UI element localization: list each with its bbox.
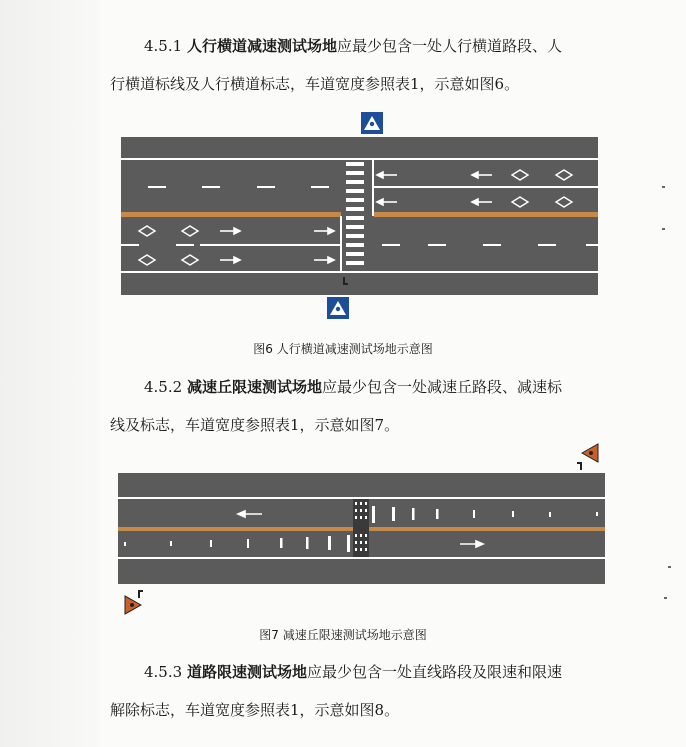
lane-line — [200, 244, 341, 246]
scan-speck — [662, 186, 665, 188]
road-surface — [118, 473, 605, 584]
section-title: 人行横道减速测试场地 — [186, 37, 337, 55]
stop-line — [340, 216, 342, 271]
paragraph-text: 线及标志，车道宽度参照表1，示意如图7。 — [110, 416, 400, 434]
scan-speck — [668, 566, 671, 568]
section-title: 道路限速测试场地 — [186, 663, 307, 681]
figure-7-caption: 图7 减速丘限速测试场地示意图 — [259, 628, 427, 642]
dashed-lane-line — [121, 244, 598, 246]
deceleration-marking — [372, 506, 598, 523]
figure-6-caption: 图6 人行横道减速测试场地示意图 — [253, 342, 433, 356]
dashed-lane-line — [148, 186, 329, 188]
arrow-left-icon — [377, 172, 492, 205]
section-number: 4.5.3 — [144, 663, 183, 681]
section-number: 4.5.1 — [144, 37, 183, 55]
section-title: 减速丘限速测试场地 — [186, 378, 322, 396]
center-line — [118, 527, 605, 531]
scan-speck — [662, 228, 665, 230]
deceleration-marking — [124, 535, 350, 552]
paragraph-4-5-3 — [110, 653, 610, 729]
paragraph-4-5-1 — [110, 27, 610, 103]
speed-bump-warning-sign-icon — [125, 596, 141, 614]
arrow-right-icon — [460, 541, 483, 547]
paragraph-text: 应最少包含一处人行横道路段、人 — [336, 37, 562, 55]
center-line — [374, 212, 598, 217]
diamond-marking — [512, 170, 572, 207]
edge-line — [121, 271, 598, 273]
lane-line — [372, 186, 598, 188]
pedestrian-crossing-sign-icon — [361, 112, 383, 134]
section-number: 4.5.2 — [144, 378, 183, 396]
pedestrian-crossing-sign-icon — [327, 297, 349, 319]
speed-bump — [353, 499, 369, 557]
paragraph-text: 应最少包含一处减速丘路段、减速标 — [321, 378, 562, 396]
speed-bump-warning-sign-icon — [582, 444, 598, 462]
road-surface — [121, 137, 598, 295]
stop-line — [372, 160, 374, 216]
arrow-right-icon — [220, 228, 334, 263]
zebra-crossing — [346, 162, 364, 265]
diamond-marking — [139, 226, 198, 265]
center-line — [121, 212, 341, 217]
edge-line — [118, 497, 605, 499]
arrow-left-icon — [238, 511, 262, 517]
edge-line — [118, 557, 605, 559]
paragraph-4-5-2 — [110, 368, 610, 444]
edge-line — [121, 158, 598, 160]
paragraph-text: 应最少包含一处直线路段及限速和限速 — [306, 663, 562, 681]
scan-speck — [664, 597, 667, 599]
paragraph-text: 行横道标线及人行横道标志，车道宽度参照表1，示意如图6。 — [110, 75, 520, 93]
paragraph-text: 解除标志，车道宽度参照表1，示意如图8。 — [110, 701, 400, 719]
